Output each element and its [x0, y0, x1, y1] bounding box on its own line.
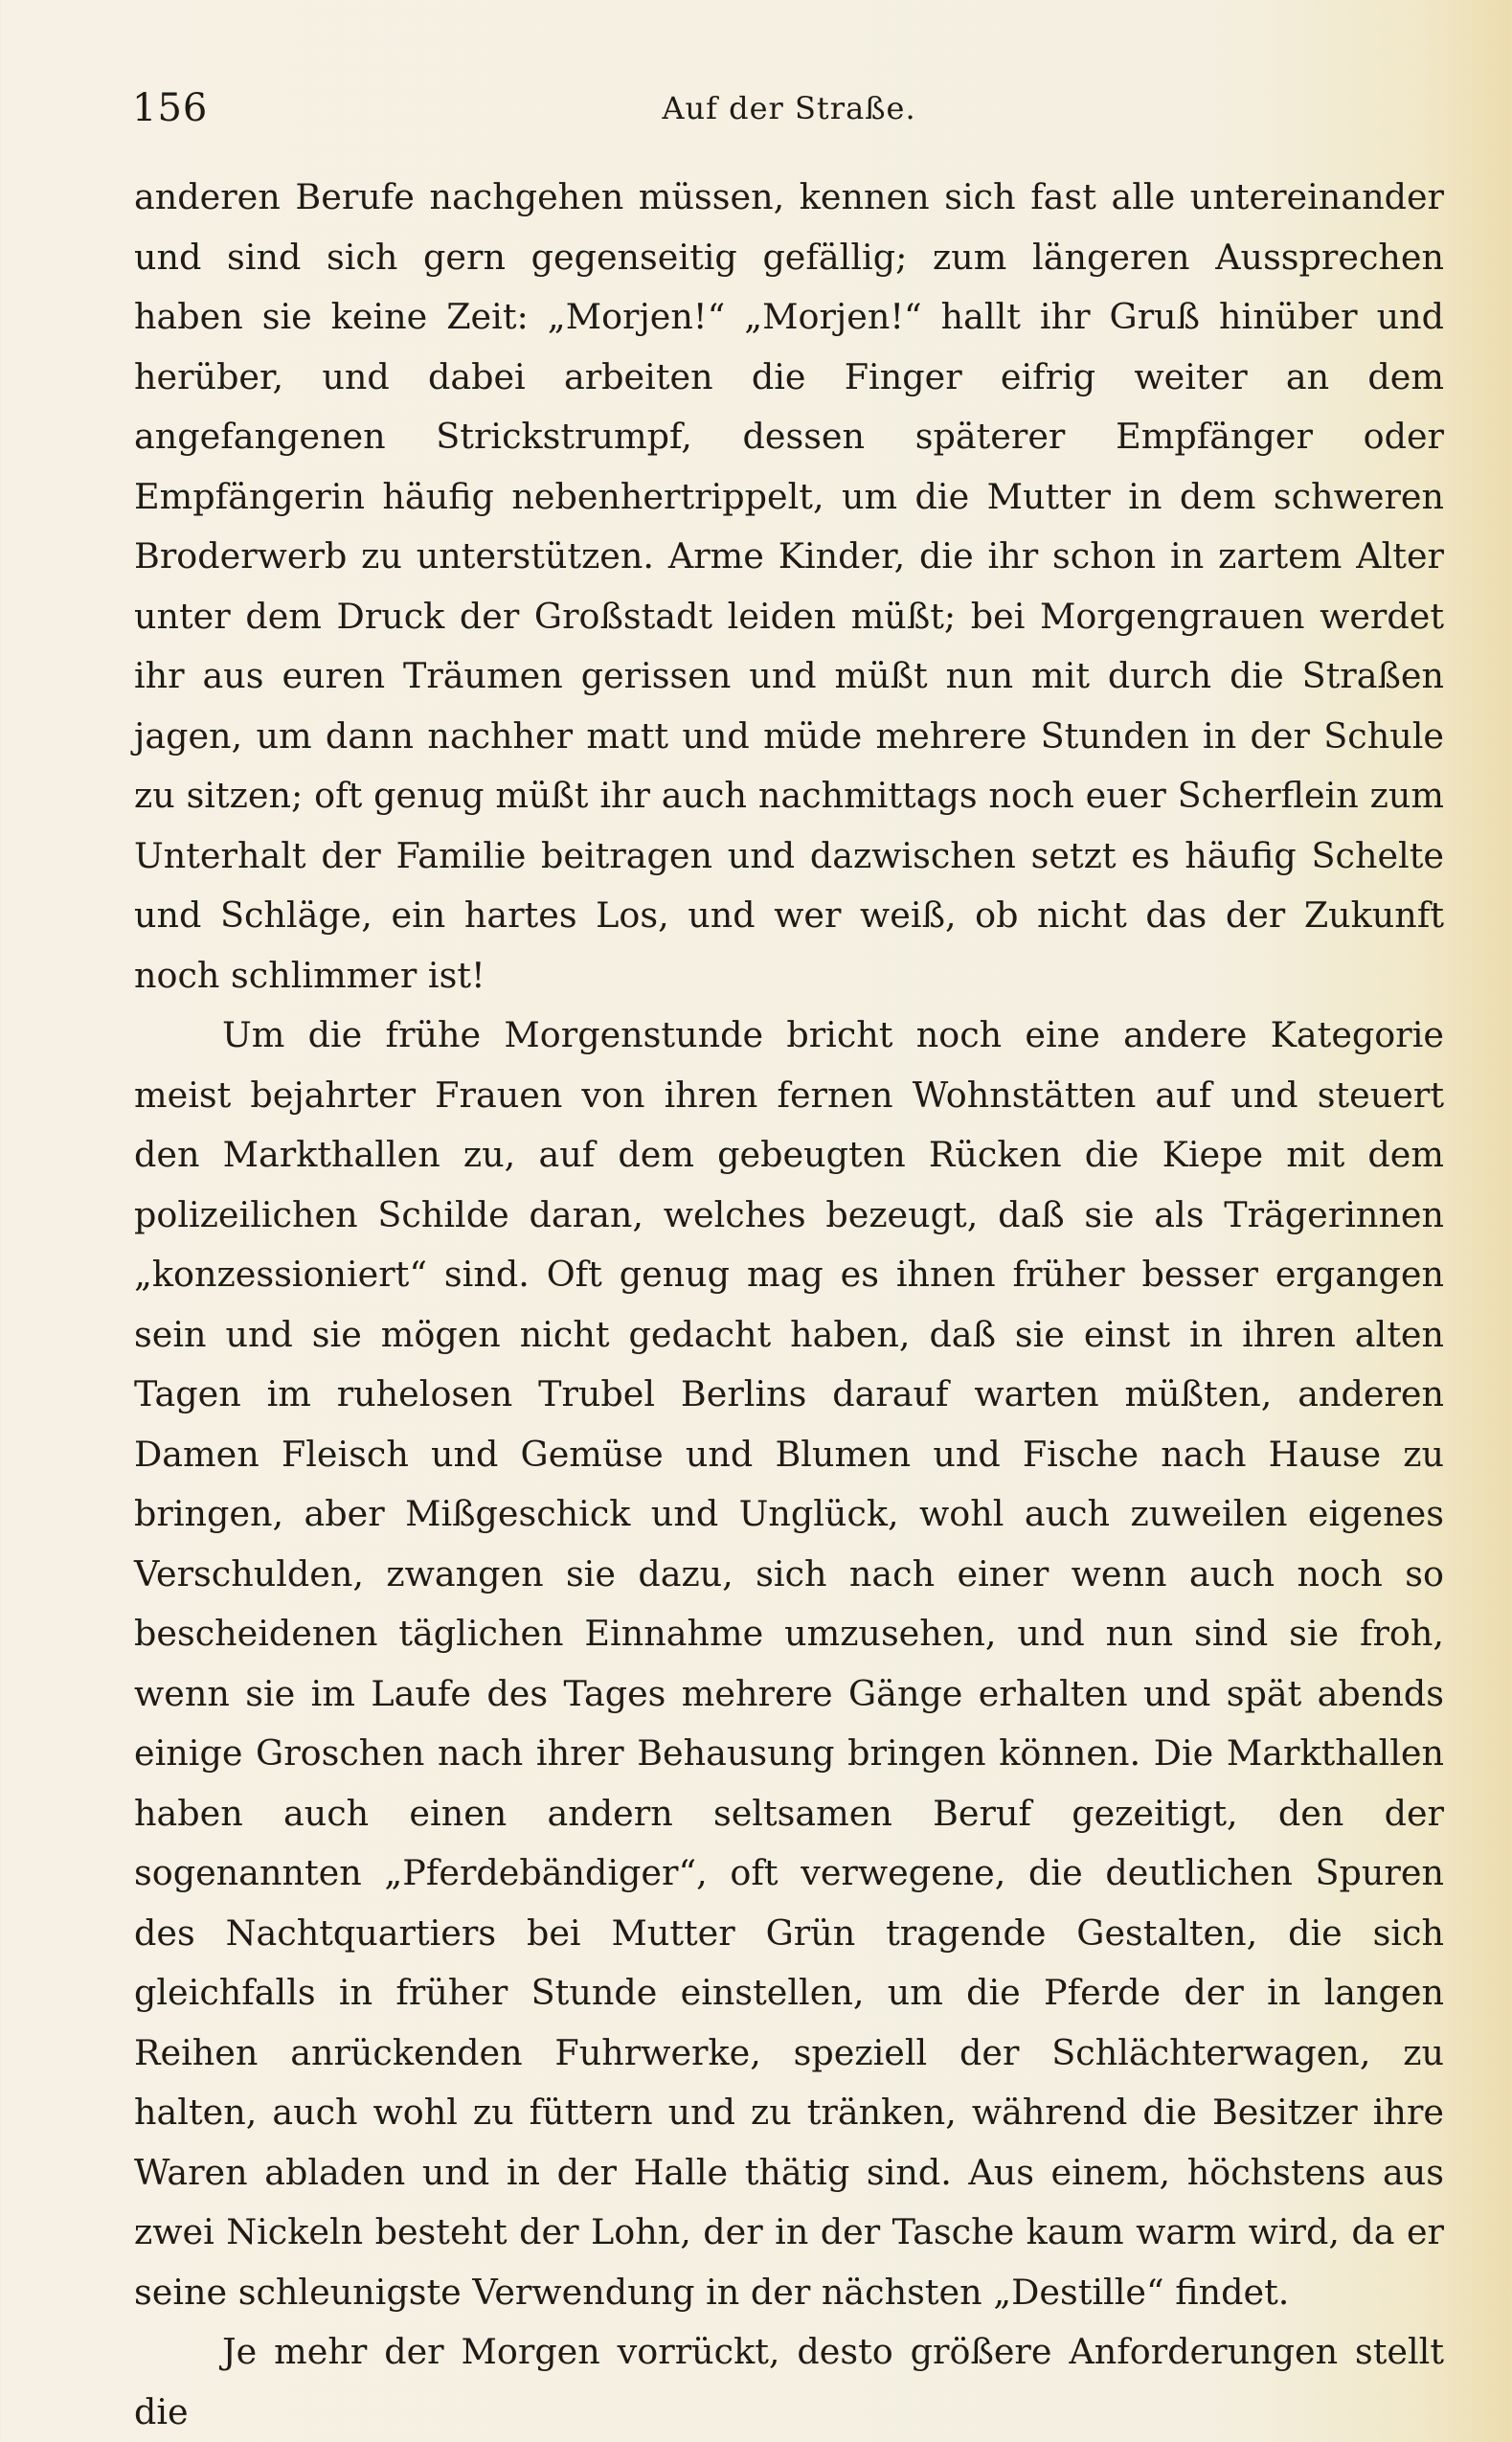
page-header [132, 80, 1446, 138]
body-text [134, 168, 1444, 2442]
paragraph-continued: anderen Berufe nachgehen müssen, kennen sich fast alle untereinander und sind sich gern gegenseitig gefällig; zum längeren Aussprechen haben sie keine Zeit: „Morjen!“ „Morjen!“ hallt ihr Gruß hinüber und herüber, und dabei arbeiten die Finger eifrig weiter an dem angefangenen Strickstrumpf, dessen späterer Empfänger oder Empfängerin häufig nebenhertrippelt, um die Mutter in dem schweren Broderwerb zu unterstützen. Arme Kinder, die ihr schon in zartem Alter unter dem Druck der Großstadt leiden müßt; bei Morgengrauen werdet ihr aus euren Träumen gerissen und müßt nun mit durch die Straßen jagen, um dann nachher matt und müde mehrere Stunden in der Schule zu sitzen; oft genug müßt ihr auch nachmittags noch euer Scherflein zum Unterhalt der Familie beitragen und dazwischen setzt es häufig Schelte und Schläge, ein hartes Los, und wer weiß, ob nicht das der Zukunft noch schlimmer ist! [134, 176, 1444, 996]
page-number: 156 [132, 86, 209, 130]
running-title: Auf der Straße. [662, 90, 916, 126]
paragraph-kategorie: Um die frühe Morgenstunde bricht noch eine andere Kategorie meist bejahrter Frauen von ihren fernen Wohnstätten auf und steuert den Markthallen zu, auf dem gebeugten Rücken die Kiepe mit dem polizeilichen Schilde daran, welches bezeugt, daß sie als Trägerinnen „konzessioniert“ sind. Oft genug mag es ihnen früher besser ergangen sein und sie mögen nicht gedacht haben, daß sie einst in ihren alten Tagen im ruhelosen Trubel Berlins darauf warten müßten, anderen Damen Fleisch und Gemüse und Blumen und Fische nach Hause zu bringen, aber Mißgeschick und Unglück, wohl auch zuweilen eigenes Verschulden, zwangen sie dazu, sich nach einer wenn auch noch so bescheidenen täglichen Einnahme umzusehen, und nun sind sie froh, wenn sie im Laufe des Tages mehrere Gänge erhalten und spät abends einige Groschen nach ihrer Behausung bringen können. Die Markthallen haben auch einen andern seltsamen Beruf gezeitigt, den der sogenannten „Pferdebändiger“, oft verwegene, die deutlichen Spuren des Nachtquartiers bei Mutter Grün tragende Gestalten, die sich gleichfalls in früher Stunde einstellen, um die Pferde der in langen Reihen anrückenden Fuhrwerke, speziell der Schlächterwagen, zu halten, auch wohl zu füttern und zu tränken, während die Besitzer ihre Waren abladen und in der Halle thätig sind. Aus einem, höchstens aus zwei Nickeln besteht der Lohn, der in der Tasche kaum warm wird, da er seine schleunigste Verwendung in der nächsten „Destille“ findet. [134, 1014, 1444, 2313]
paragraph-final-line: Je mehr der Morgen vorrückt, desto größere Anforderungen stellt die [134, 2331, 1444, 2432]
